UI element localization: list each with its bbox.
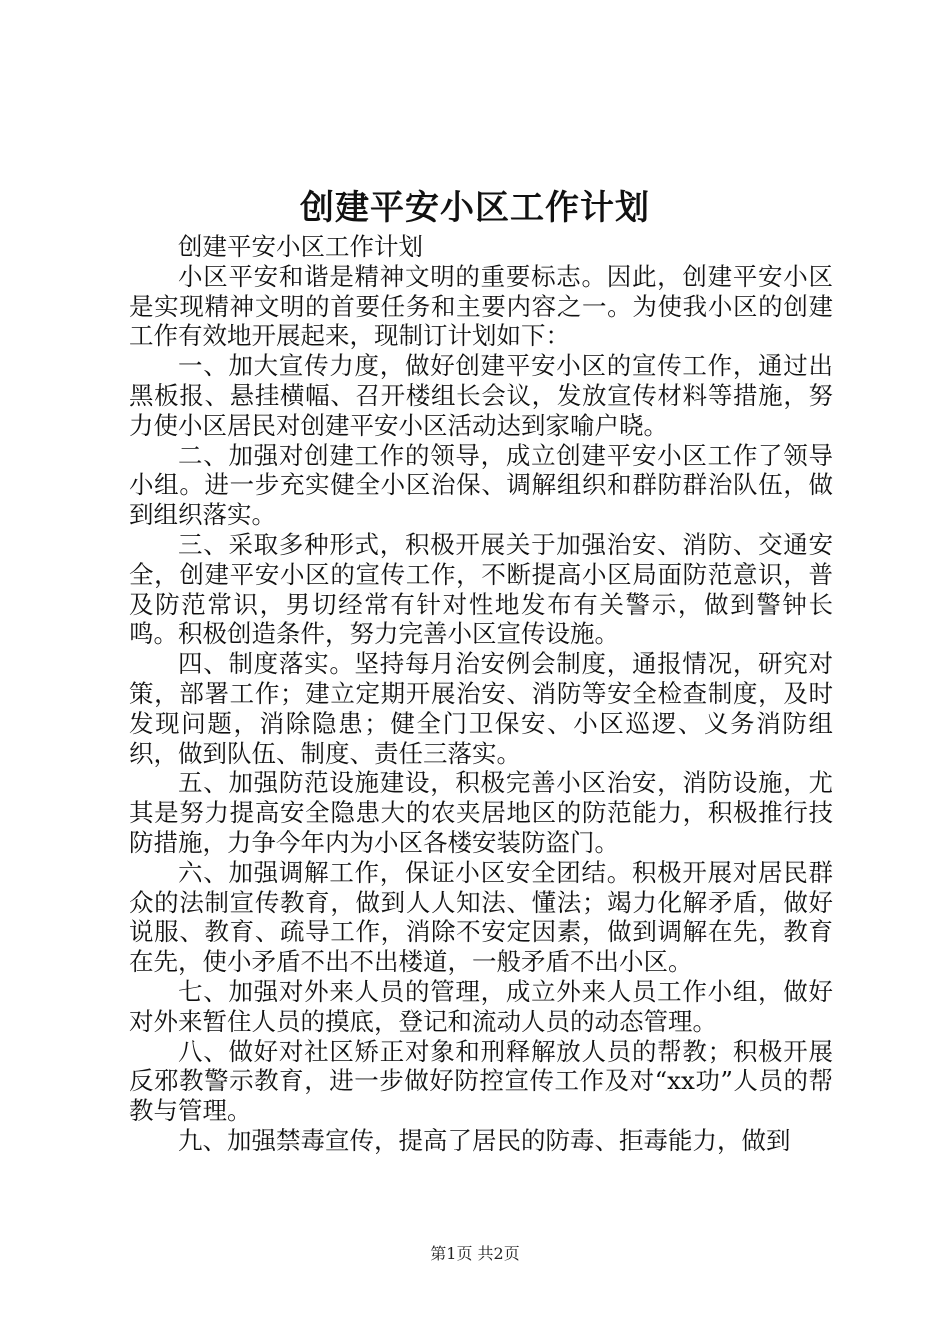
paragraph-item-1: 一、加大宣传力度，做好创建平安小区的宣传工作，通过出黑板报、悬挂横幅、召开楼组长会议，发放宣传材料等措施，努力使小区居民对创建平安小区活动达到家喻户晓。 bbox=[129, 351, 833, 440]
paragraph-item-2: 二、加强对创建工作的领导，成立创建平安小区工作了领导小组。进一步充实健全小区治保、调解组织和群防群治队伍，做到组织落实。 bbox=[129, 440, 833, 530]
paragraph-item-4: 四、制度落实。坚持每月治安例会制度，通报情况，研究对策，部署工作；建立定期开展治安、消防等安全检查制度，及时发现问题，消除隐患；健全门卫保安、小区巡逻、义务消防组织，做到队伍、制度、责任三落实。 bbox=[129, 649, 833, 768]
paragraph-item-6: 六、加强调解工作，保证小区安全团结。积极开展对居民群众的法制宣传教育，做到人人知法、懂法；竭力化解矛盾，做好说服、教育、疏导工作，消除不安定因素，做到调解在先，教育在先，使小矛盾不出不出楼道，一般矛盾不出小区。 bbox=[129, 857, 833, 977]
paragraph-intro: 小区平安和谐是精神文明的重要标志。因此，创建平安小区是实现精神文明的首要任务和主要内容之一。为使我小区的创建工作有效地开展起来，现制订计划如下： bbox=[129, 261, 833, 351]
page-number-footer: 第1页 共2页 bbox=[430, 1244, 520, 1263]
document-body bbox=[129, 232, 833, 1156]
paragraph-item-8: 八、做好对社区矫正对象和刑释解放人员的帮教；积极开展反邪教警示教育，进一步做好防控宣传工作及对“xx功”人员的帮教与管理。 bbox=[129, 1036, 833, 1126]
paragraph-item-9: 九、加强禁毒宣传，提高了居民的防毒、拒毒能力，做到 bbox=[178, 1125, 791, 1155]
paragraph-item-7: 七、加强对外来人员的管理，成立外来人员工作小组，做好对外来暂住人员的摸底，登记和流动人员的动态管理。 bbox=[129, 976, 833, 1036]
paragraph-item-5: 五、加强防范设施建设，积极完善小区治安，消防设施，尤其是努力提高安全隐患大的农夹居地区的防范能力，积极推行技防措施，力争今年内为小区各楼安装防盗门。 bbox=[129, 768, 833, 857]
paragraph-subtitle: 创建平安小区工作计划 bbox=[178, 232, 423, 261]
paragraph-item-3: 三、采取多种形式，积极开展关于加强治安、消防、交通安全，创建平安小区的宣传工作，不断提高小区局面防范意识，普及防范常识，男切经常有针对性地发布有关警示，做到警钟长鸣。积极创造条件，努力完善小区宣传设施。 bbox=[129, 529, 833, 649]
document-title: 创建平安小区工作计划 bbox=[300, 188, 650, 228]
